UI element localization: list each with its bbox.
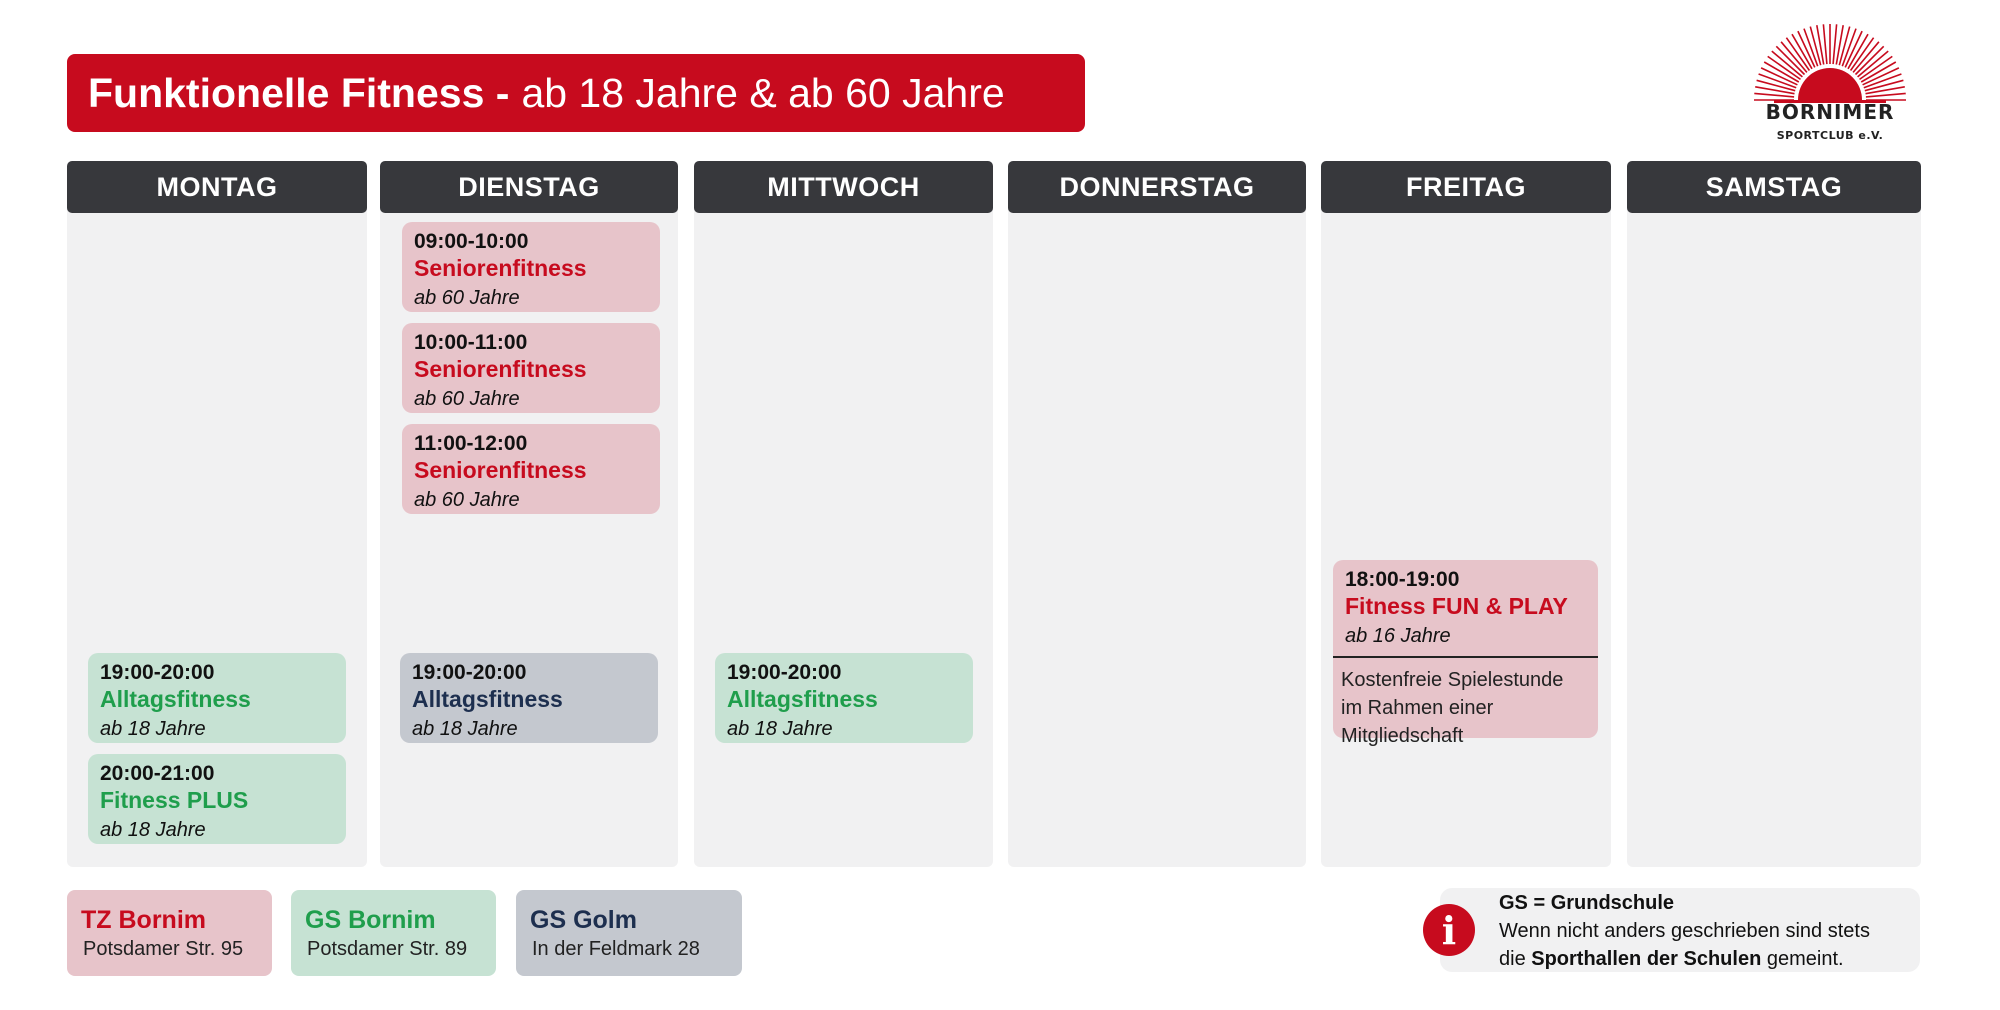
session-time: 09:00-10:00: [414, 230, 529, 253]
sunburst-icon: [1750, 22, 1910, 104]
session-card[interactable]: [715, 653, 973, 743]
day-header-samstag: SAMSTAG: [1627, 161, 1921, 213]
session-name: Alltagsfitness: [100, 686, 251, 712]
session-card[interactable]: [402, 323, 660, 413]
club-logo: [1750, 22, 1910, 152]
info-line2-bold: Sporthallen der Schulen: [1531, 948, 1762, 970]
session-name: Fitness PLUS: [100, 787, 249, 813]
card-divider: [1333, 656, 1598, 658]
legend-address: In der Feldmark 28: [532, 938, 700, 960]
session-age: ab 18 Jahre: [727, 718, 833, 740]
session-note-line: Mitgliedschaft: [1341, 725, 1464, 747]
legend-name: GS Bornim: [305, 906, 436, 934]
logo-brand: BORNIMER: [1765, 100, 1895, 124]
info-line2-pre: die: [1499, 948, 1532, 970]
logo-club: SPORTCLUB e.V.: [1776, 129, 1884, 142]
day-header-freitag: FREITAG: [1321, 161, 1611, 213]
session-name: Seniorenfitness: [414, 457, 587, 483]
day-header-montag: MONTAG: [67, 161, 367, 213]
session-time: 11:00-12:00: [414, 432, 528, 455]
legend-item-tz-bornim: [67, 890, 272, 976]
session-note-line: Kostenfreie Spielestunde: [1341, 669, 1564, 691]
session-time: 19:00-20:00: [727, 661, 842, 684]
session-time: 10:00-11:00: [414, 331, 528, 354]
info-text: [1499, 889, 1870, 973]
session-card[interactable]: [88, 754, 346, 844]
day-header-dienstag: DIENSTAG: [380, 161, 678, 213]
session-age: ab 18 Jahre: [100, 819, 206, 841]
legend-address: Potsdamer Str. 89: [307, 938, 468, 960]
legend-address: Potsdamer Str. 95: [83, 938, 244, 960]
session-age: ab 18 Jahre: [412, 718, 518, 740]
session-name: Fitness FUN & PLAY: [1345, 593, 1568, 619]
day-column-freitag: [1321, 161, 1611, 867]
session-name: Seniorenfitness: [414, 255, 587, 281]
day-column-montag: [67, 161, 367, 867]
info-line1: Wenn nicht anders geschrieben sind stets: [1499, 920, 1870, 942]
session-age: ab 18 Jahre: [100, 718, 206, 740]
session-card[interactable]: [1333, 560, 1598, 747]
title-bold: Funktionelle Fitness -: [88, 69, 510, 116]
session-time: 18:00-19:00: [1345, 568, 1460, 591]
day-column-donnerstag: [1008, 161, 1306, 867]
session-card[interactable]: [402, 222, 660, 312]
session-age: ab 60 Jahre: [414, 489, 520, 511]
session-card[interactable]: [400, 653, 658, 743]
info-heading: GS = Grundschule: [1499, 892, 1675, 914]
day-header-donnerstag: DONNERSTAG: [1008, 161, 1306, 213]
session-age: ab 16 Jahre: [1345, 625, 1451, 647]
day-column-samstag: [1627, 161, 1921, 867]
day-column-mittwoch: [694, 161, 993, 867]
session-note-line: im Rahmen einer: [1341, 697, 1494, 719]
title-subtitle: ab 18 Jahre & ab 60 Jahre: [521, 69, 1005, 116]
session-name: Alltagsfitness: [412, 686, 563, 712]
info-line2: [1499, 945, 1870, 973]
day-header-mittwoch: MITTWOCH: [694, 161, 993, 213]
session-card[interactable]: [402, 424, 660, 514]
info-icon: i: [1423, 904, 1475, 956]
legend-name: TZ Bornim: [81, 906, 206, 934]
legend-item-gs-golm: [516, 890, 742, 976]
legend-item-gs-bornim: [291, 890, 496, 976]
session-card[interactable]: [88, 653, 346, 743]
session-time: 19:00-20:00: [100, 661, 215, 684]
info-line2-post: gemeint.: [1761, 948, 1844, 970]
session-age: ab 60 Jahre: [414, 388, 520, 410]
session-name: Seniorenfitness: [414, 356, 587, 382]
day-column-dienstag: [380, 161, 678, 867]
session-age: ab 60 Jahre: [414, 287, 520, 309]
session-time: 20:00-21:00: [100, 762, 215, 785]
legend-name: GS Golm: [530, 906, 637, 934]
session-name: Alltagsfitness: [727, 686, 878, 712]
page-title: [67, 54, 1085, 132]
session-time: 19:00-20:00: [412, 661, 527, 684]
